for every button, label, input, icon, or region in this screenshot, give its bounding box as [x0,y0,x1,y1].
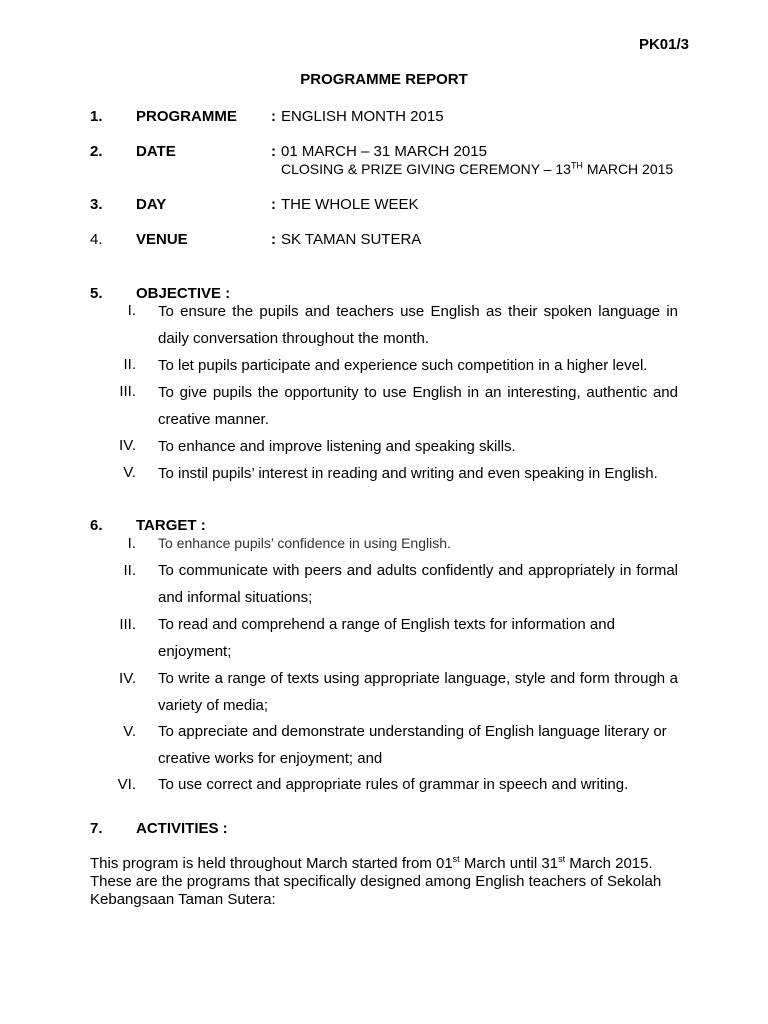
section-heading: TARGET : [136,517,206,534]
list-item: To communicate with peers and adults confidently and appropriately in formal and informal situations; [158,562,678,606]
list-marker: IV. [119,437,136,454]
info-label: DATE [136,143,176,160]
list-marker: III. [119,383,136,400]
section-number: 6. [90,517,103,534]
info-value: ENGLISH MONTH 2015 [281,108,444,125]
info-number: 1. [90,108,103,125]
info-colon: : [271,143,276,160]
list-marker: IV. [119,670,136,687]
list-item: To let pupils participate and experience such competition in a higher level. [158,357,648,374]
info-value: SK TAMAN SUTERA [281,231,422,248]
list-item: To use correct and appropriate rules of grammar in speech and writing. [158,776,629,793]
info-label: DAY [136,196,167,213]
section-number: 5. [90,285,103,302]
info-colon: : [271,196,276,213]
list-marker: VI. [117,776,136,793]
list-item: To appreciate and demonstrate understanding of English language literary or creative works for enjoyment; and [158,723,667,767]
info-number: 3. [90,196,103,213]
info-label: VENUE [136,231,188,248]
superscript: st [452,854,460,864]
list-item: To read and comprehend a range of English texts for information and enjoyment; [158,616,615,660]
list-marker: II. [123,562,136,579]
list-marker: I. [127,302,136,319]
info-label: PROGRAMME [136,108,237,125]
section-heading: ACTIVITIES : [136,820,228,837]
info-value: THE WHOLE WEEK [281,196,419,213]
list-marker: II. [123,356,136,373]
document-code: PK01/3 [638,36,689,53]
section-heading: OBJECTIVE : [136,285,231,302]
list-item: To ensure the pupils and teachers use English as their spoken language in daily conversation throughout the month. [158,303,678,347]
info-number: 2. [90,143,103,160]
superscript: st [558,854,566,864]
info-value: 01 MARCH – 31 MARCH 2015 [281,143,487,160]
list-marker: I. [127,535,136,552]
info-number: 4. [90,231,103,248]
info-colon: : [271,108,276,125]
list-marker: V. [123,464,136,481]
list-marker: V. [123,723,136,740]
list-item: To write a range of texts using appropriate language, style and form through a variety of media; [158,670,678,714]
superscript: TH [570,160,583,171]
info-subvalue: CLOSING & PRIZE GIVING CEREMONY – 13TH MARCH 2015 [281,160,674,177]
list-item: To give pupils the opportunity to use English in an interesting, authentic and creative manner. [158,384,678,428]
section-number: 7. [90,820,103,837]
page-title: PROGRAMME REPORT [300,71,468,88]
info-colon: : [271,231,276,248]
list-item: To enhance pupils’ confidence in using English. [158,535,451,551]
list-item: To instil pupils’ interest in reading and writing and even speaking in English. [158,465,658,482]
list-marker: III. [119,616,136,633]
activities-paragraph: This program is held throughout March started from 01st March until 31st March 2015. These are the programs that specifically designed among English teachers of Sekolah Kebangsaan Taman Sutera: [90,854,662,908]
list-item: To enhance and improve listening and speaking skills. [158,438,516,455]
